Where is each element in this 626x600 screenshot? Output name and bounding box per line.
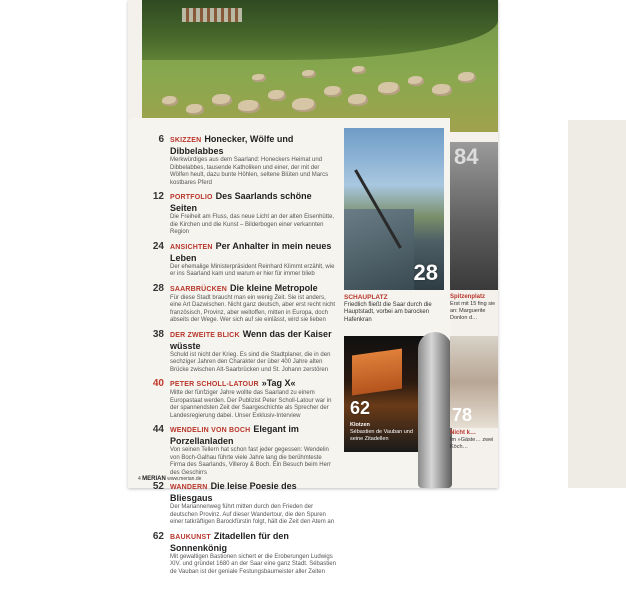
sheep (162, 96, 178, 106)
sheep (458, 72, 476, 83)
sheep (324, 86, 342, 97)
chefs-photo[interactable] (450, 336, 498, 428)
page-number: 38 (152, 328, 164, 340)
magazine-spread (128, 0, 498, 575)
page-footer (138, 476, 201, 482)
right-page (568, 120, 626, 488)
section-label: Nicht k… (450, 430, 477, 436)
entry-description: Der ehemalige Ministerpräsident Reinhard Klimmt erzählt, wie er ins Saarland kam und warum er hier für immer blieb (170, 263, 335, 277)
dancer-photo[interactable] (450, 142, 498, 290)
page-number: 40 (152, 378, 164, 389)
section-label: ANSICHTEN (170, 243, 213, 251)
section-label: SKIZZEN (170, 137, 202, 144)
entry-title: Die leise Poesie des Bliesgaus (170, 481, 297, 503)
sheep (186, 104, 204, 115)
page-number: 44 (152, 424, 164, 435)
photo-caption (450, 430, 498, 451)
page-number: 52 (152, 481, 164, 492)
sheep (352, 66, 366, 74)
page-number: 24 (152, 240, 164, 252)
sheep (432, 84, 452, 96)
toc-entry[interactable] (136, 191, 336, 237)
toc-entry[interactable] (136, 378, 336, 420)
citadel-photo[interactable] (344, 336, 426, 452)
page-number: 28 (152, 282, 164, 294)
entry-title: Wenn das der Kaiser wüsste (170, 328, 332, 351)
saarbruecken-photo[interactable] (344, 128, 444, 290)
entry-title: Zitadellen für den Sonnenkönig (170, 530, 289, 553)
entry-description: Von seinen Tellern hat schon fast jeder gegessen: Wendelin von Boch-Galhau führte viele Jahre lang die berühmteste Firma des Saarlands, Villeroy & Boch. Ein Besuch beim Herr des Geschirrs (170, 447, 331, 476)
entry-description: Schuld ist nicht der Krieg. Es sind die Stadtplaner, die in den sechziger Jahren den Charakter der über 400 Jahre alten Brücke zwischen Alt-Saarbrücken und St. Johann zerstören (170, 351, 331, 373)
entry-title: Des Saarlands schöne Seiten (170, 191, 312, 213)
contents-page (128, 118, 450, 575)
photo-caption (450, 294, 498, 322)
entry-description: Der Mariannenweg führt mitten durch den Frieden der deutschen Provinz. Auf dieser Wandertour, die den Spuren einer tatkräftigen Barockfürstin folgt, hält die Zeit den Atem an (170, 504, 335, 525)
entry-title: Per Anhalter in mein neues Leben (170, 240, 332, 263)
entry-title: Die kleine Metropole (230, 282, 318, 293)
caption-title: Klotzen (350, 422, 370, 428)
entry-description: Merkwürdiges aus dem Saarland: Honeckers Heimat und Dibbelabbes, tausende Katholiken und einer, der mit der Wölfen heult, dazu bunte Höhlen, seltene Blüten und Marcs kostbares Pferd (170, 157, 329, 186)
sheep (238, 100, 260, 113)
section-label: BAUKUNST (170, 533, 211, 541)
sheep (292, 98, 316, 112)
caption-text: Erst mit 15 fing sie an: Marguerite Donlon d… (450, 301, 496, 321)
photo-page-number: 78 (452, 405, 473, 425)
photo-page-number: 62 (350, 398, 371, 418)
section-label: DER ZWEITE BLICK (170, 331, 240, 339)
caption-text: Im »Gäste… zwei Köch… (450, 437, 494, 450)
section-label: PORTFOLIO (170, 194, 213, 201)
photo-page-number: 84 (454, 144, 479, 169)
section-label: Spitzenplatz (450, 294, 486, 300)
toc-entry[interactable] (136, 283, 336, 325)
page-number: 62 (152, 530, 164, 542)
sheep (268, 90, 286, 101)
toc-entry[interactable] (136, 531, 336, 577)
table-of-contents (136, 134, 336, 580)
footer-page-number: 4 (138, 476, 141, 482)
caption-text: Friedlich fließt die Saar durch die Hauptstadt, vorbei am barocken Hafenkran (344, 301, 432, 323)
page-number: 12 (152, 191, 164, 202)
sheep (252, 74, 266, 82)
entry-description: Die Freiheit am Fluss, das neue Licht an der alten Eisenhütte, die Kirchen und die Kunst – Bilderbogen einer verkannten Region (170, 214, 335, 235)
sheep (212, 94, 232, 106)
toc-entry[interactable] (136, 424, 336, 477)
sheep (348, 94, 368, 106)
entry-description: Mit gewaltigen Bastionen sichert er die Eroberungen Ludwigs XIV. und gründet 1680 an der Saar eine ganz Stadt. Sébastien de Vauban ist der geniale Festungsbaumeister aller Zeiten (170, 553, 336, 575)
toc-entry[interactable] (136, 134, 336, 187)
footer-brand: MERIAN (142, 476, 166, 482)
section-label: WENDELIN VON BOCH (170, 427, 251, 434)
river (344, 209, 414, 290)
caption-text: Sébastien de Vauban und seine Zitadellen (350, 429, 413, 442)
photo-caption (344, 294, 444, 324)
section-label: SCHAUPLATZ (344, 294, 388, 301)
entry-title: »Tag X« (261, 378, 296, 388)
entry-title: Elegant im Porzellanladen (170, 424, 299, 446)
illuminated-bastion (352, 348, 402, 395)
toc-entry[interactable] (136, 241, 336, 279)
sheep-pasture-photo (142, 0, 498, 132)
page-number: 6 (158, 134, 164, 145)
entry-description: Für diese Stadt braucht man ein wenig Zeit. Sie ist anders, eine Art Dazwischen. Nicht ganz deutsch, aber erst recht nicht französisch, Provinz, aber weltoffen, mitten in Europa, doch abseits der Wege. Wer sich auf sie einlässt, wird sie lieben (170, 294, 336, 323)
photo-page-number: 28 (413, 260, 438, 285)
section-label: SAARBRÜCKEN (170, 285, 228, 293)
sheep (408, 76, 424, 86)
entry-title: Honecker, Wölfe und Dibbelabbes (170, 134, 294, 156)
photo-caption (350, 422, 424, 443)
village (182, 8, 242, 22)
statue-image (418, 332, 452, 488)
toc-entry[interactable] (136, 481, 336, 527)
sheep (302, 70, 316, 78)
section-label: PETER SCHOLL-LATOUR (170, 381, 259, 388)
footer-url: www.merian.de (167, 476, 202, 482)
sheep (378, 82, 400, 95)
section-label: WANDERN (170, 484, 208, 491)
entry-description: Mitte der fünfziger Jahre wollte das Saarland zu einem Europastaat werden. Der Publizist Peter Scholl-Latour war in der spannendsten Zeit der Saargeschichte als Sprecher der Landesregierung dabei. Unser Exklusiv-Interview (170, 390, 332, 419)
toc-entry[interactable] (136, 329, 336, 375)
